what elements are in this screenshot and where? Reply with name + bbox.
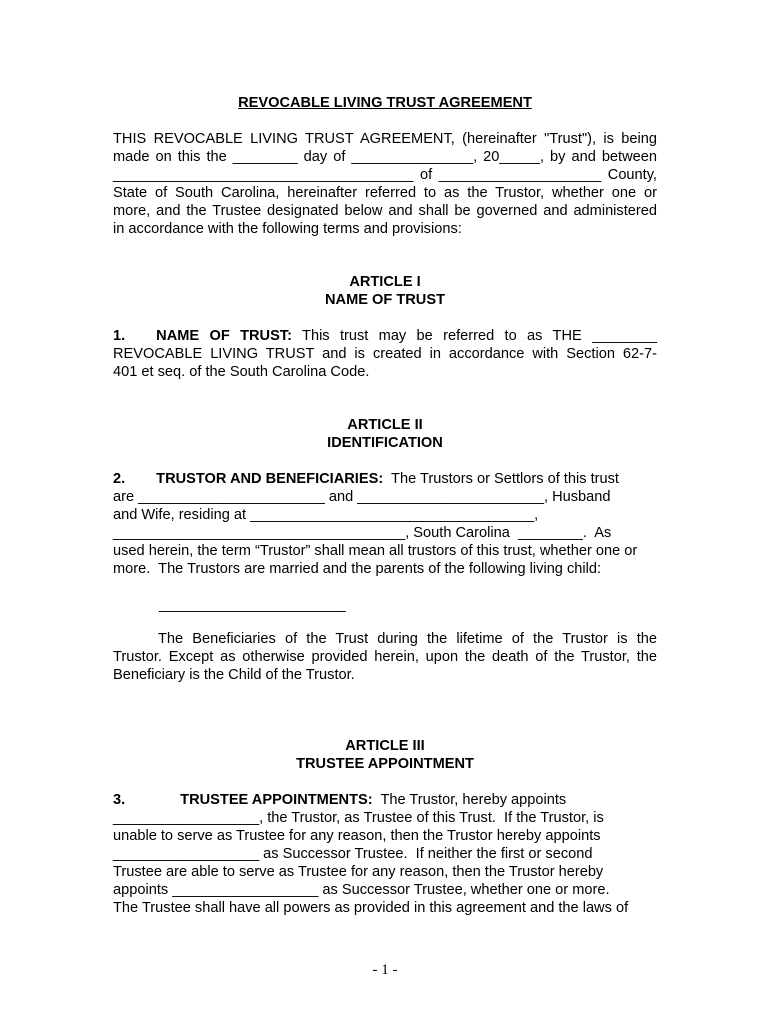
section-line: The Trustee shall have all powers as provided in this agreement and the laws of xyxy=(113,900,629,916)
section-2-first-line xyxy=(113,470,657,488)
section-line: unable to serve as Trustee for any reason, then the Trustor hereby appoints xyxy=(113,828,601,844)
section-label: TRUSTOR AND BENEFICIARIES: xyxy=(156,471,384,487)
section-line: REVOCABLE LIVING TRUST and is created in accordance with Section 62-7- xyxy=(113,346,657,362)
section-label: TRUSTEE APPOINTMENTS: xyxy=(180,792,373,808)
section-line: ____________________________________, South Carolina ________. As xyxy=(113,525,612,541)
intro-line: State of South Carolina, hereinafter referred to as the Trustor, whether one or xyxy=(113,185,657,201)
section-1-first-line xyxy=(113,327,657,345)
section-line: more. The Trustors are married and the parents of the following living child: xyxy=(113,561,602,577)
section-text: The Trustors or Settlors of this trust xyxy=(383,471,619,487)
section-number: 2. xyxy=(113,471,126,487)
article-subheading: TRUSTEE APPOINTMENT xyxy=(296,756,474,772)
child-name-blank: _______________________ xyxy=(159,597,346,613)
article-heading: ARTICLE I xyxy=(349,274,421,290)
section-line: appoints __________________ as Successor Trustee, whether one or more. xyxy=(113,882,610,898)
section-line: Trustee are able to serve as Trustee for any reason, then the Trustor hereby xyxy=(113,864,604,880)
section-line: __________________, the Trustor, as Trustee of this Trust. If the Trustor, is xyxy=(113,810,604,826)
article-subheading: NAME OF TRUST xyxy=(325,292,445,308)
article-heading: ARTICLE II xyxy=(347,417,423,433)
intro-line: more, and the Trustee designated below and shall be governed and administered xyxy=(113,203,657,219)
intro-line: in accordance with the following terms and provisions: xyxy=(113,221,462,237)
section-line: __________________ as Successor Trustee. If neither the first or second xyxy=(113,846,593,862)
section-line: used herein, the term “Trustor” shall mean all trustors of this trust, whether one or xyxy=(113,543,638,559)
article-heading: ARTICLE III xyxy=(345,738,425,754)
section-line: and Wife, residing at ___________________________________, xyxy=(113,507,539,523)
section-number: 1. xyxy=(113,328,126,344)
section-3-first-line xyxy=(113,791,657,809)
beneficiaries-line: The Beneficiaries of the Trust during the lifetime of the Trustor is the xyxy=(158,631,657,647)
beneficiaries-line: Trustor. Except as otherwise provided herein, upon the death of the Trustor, the xyxy=(113,649,657,665)
intro-line: _____________________________________ of ____________________ County, xyxy=(113,167,657,183)
section-text: This trust may be referred to as THE ________ xyxy=(291,328,657,344)
section-number: 3. xyxy=(113,792,126,808)
section-line: are _______________________ and _______________________, Husband xyxy=(113,489,611,505)
section-label: NAME OF TRUST: xyxy=(156,328,292,344)
document-title: REVOCABLE LIVING TRUST AGREEMENT xyxy=(238,95,532,111)
beneficiaries-line: Beneficiary is the Child of the Trustor. xyxy=(113,667,355,683)
article-subheading: IDENTIFICATION xyxy=(327,435,443,451)
section-text: The Trustor, hereby appoints xyxy=(372,792,567,808)
intro-line: made on this the ________ day of _______________, 20_____, by and between xyxy=(113,149,657,165)
intro-line: THIS REVOCABLE LIVING TRUST AGREEMENT, (hereinafter "Trust"), is being xyxy=(113,131,657,147)
page-number: - 1 - xyxy=(372,962,398,978)
section-line: 401 et seq. of the South Carolina Code. xyxy=(113,364,370,380)
